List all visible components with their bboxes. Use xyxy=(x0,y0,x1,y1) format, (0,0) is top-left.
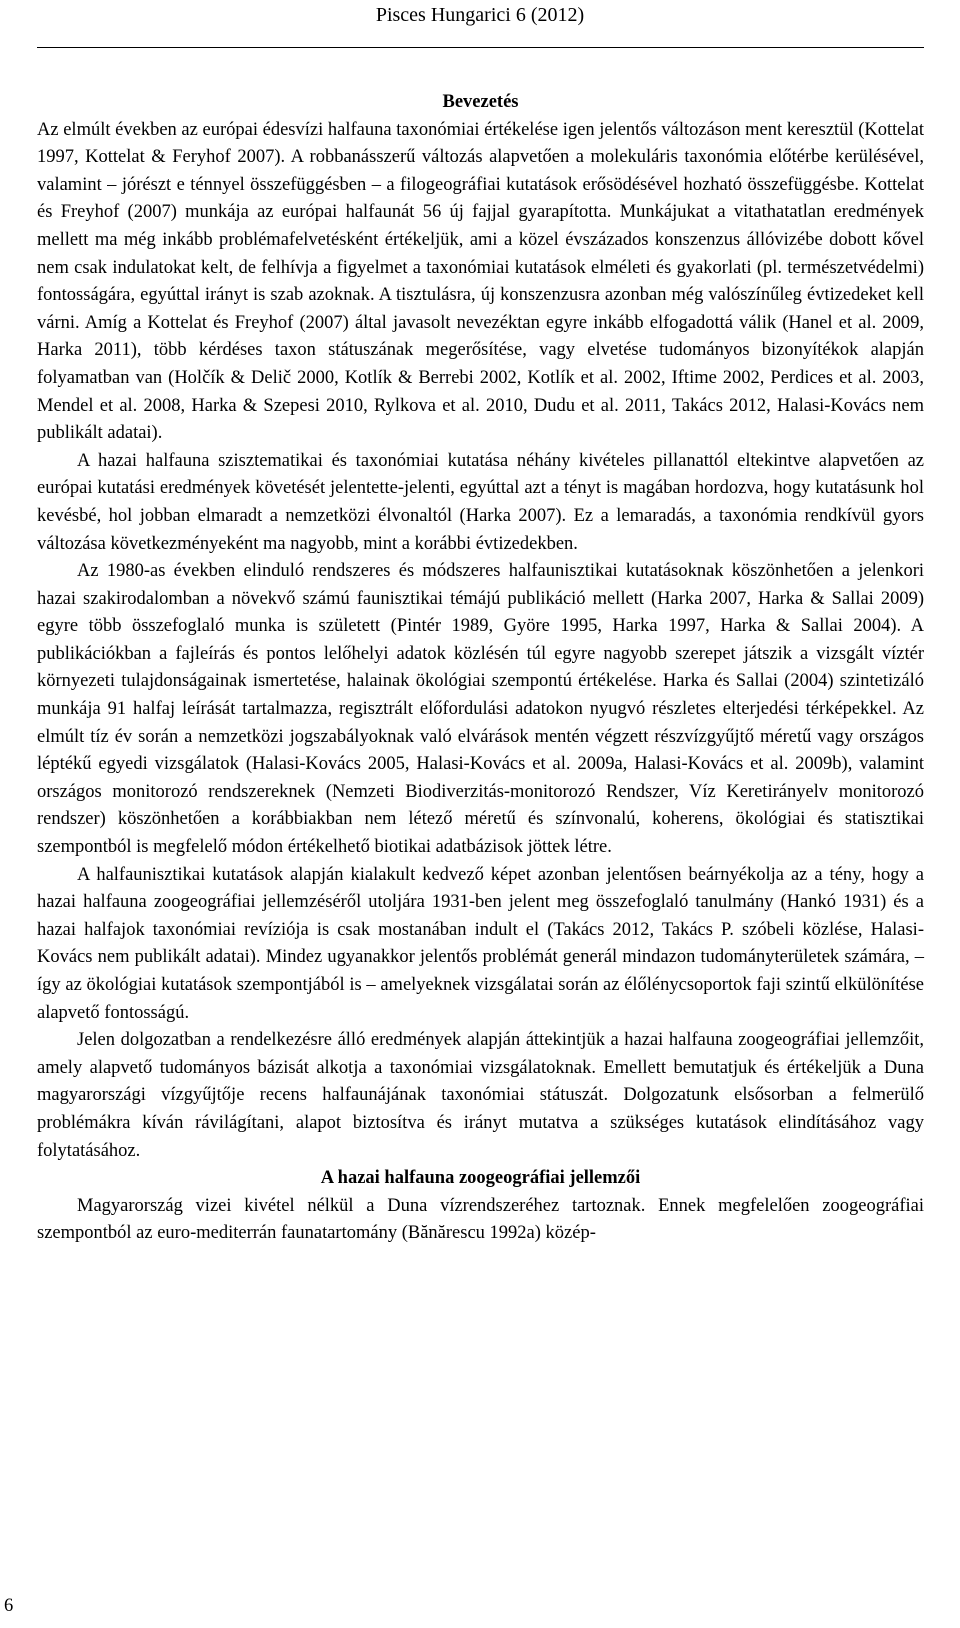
paragraph: Az 1980-as években elinduló rendszeres és módszeres halfaunisztikai kutatásoknak köszönhetően a jelenkori hazai szakirodalomban a növekvő számú faunisztikai témájú publikáció mellett (Harka 2007, Harka & Sallai 2009) egyre több összefoglaló munka is született (Pintér 1989, Györe 1995, Harka 1997, Harka & Sallai 2004). A publikációkban a fajleírás és pontos lelőhelyi adatok közlésén túl egyre nagyobb szerepet játszik a vizsgált víztér környezeti tulajdonságainak ismertetése, halainak ökológiai szempontú értékelése. Harka és Sallai (2004) szintetizáló munkája 91 halfaj leírását tartalmazza, regisztrált előfordulási adatokon nyugvó részletes elterjedési térképekkel. Az elmúlt tíz év során a nemzetközi jogszabályoknak való elvárások mentén végzett részvízgyűjtő méretű vagy országos léptékű egyedi vizsgálatok (Halasi-Kovács 2005, Halasi-Kovács et al. 2009a, Halasi-Kovács et al. 2009b), valamint országos monitorozó rendszereknek (Nemzeti Biodiverzitás-monitorozó Rendszer, Víz Keretirányelv monitorozó rendszer) köszönhetően a korábbiakban nem létező méretű és színvonalú, koherens, ökológiai és statisztikai szempontból is megfelelő módon értékelhető biotikai adatbázisok jöttek létre. xyxy=(37,561,924,858)
header-rule xyxy=(37,47,924,48)
section-heading-bevezetes: Bevezetés xyxy=(442,92,519,112)
paragraph: Magyarország vizei kivétel nélkül a Duna vízrendszeréhez tartoznak. Ennek megfelelően zoogeográfiai szempontból az euro-mediterrán faunatartomány (Bănărescu 1992a) közép- xyxy=(37,1195,924,1244)
running-head: Pisces Hungarici 6 (2012) xyxy=(375,4,585,26)
paragraph: Az elmúlt években az európai édesvízi halfauna taxonómiai értékelése igen jelentős változáson ment keresztül (Kottelat 1997, Kottelat & Feryhof 2007). A robbanásszerű változás alapvetően a molekuláris taxonómia előtérbe kerülésével, valamint – jórészt e ténnyel összefüggésben – a filogeográfiai kutatások erősödésével hozható összefüggésbe. Kottelat és Freyhof (2007) munkája az európai halfaunát 56 új fajjal gyarapította. Munkájukat a vitathatatlan eredmények mellett ma még inkább problémafelvetésként értékeljük, ami a közel évszázados konszenzus állóvizébe dobott kővel nem csak indulatokat kelt, de felhívja a figyelmet a taxonómiai kutatások elméleti és gyakorlati (pl. természetvédelmi) fontosságára, egyúttal irányt is szab azoknak. A tisztulásra, új konszenzusra azonban még valószínűleg évtizedeket kell várni. Amíg a Kottelat és Freyhof (2007) által javasolt nevezéktan egyre inkább elfogadottá válik (Hanel et al. 2009, Harka 2011), több kérdéses taxon státuszának megerősítése, vagy elvetése tudományos bizonyítékok alapján folyamatban van (Holčík & Delič 2000, Kotlík & Berrebi 2002, Kotlík et al. 2002, Iftime 2002, Perdices et al. 2003, Mendel et al. 2008, Harka & Szepesi 2010, Rylkova et al. 2010, Dudu et al. 2011, Takács 2012, Halasi-Kovács nem publikált adatai). xyxy=(37,119,924,444)
page-number: 6 xyxy=(4,1596,14,1616)
paragraph: Jelen dolgozatban a rendelkezésre álló eredmények alapján áttekintjük a hazai halfauna zoogeográfiai jellemzőit, amely alapvető tudományos bázisát alkotja a taxonómiai vizsgálatoknak. Emellett bemutatjuk és értékeljük a Duna magyarországi vízgyűjtője recens halfaunájának taxonómiai státuszát. Dolgozatunk elsősorban a felmerülő problémákra kíván rávilágítani, alapot biztosítva és irányt mutatva a szükséges kutatások elindításához vagy folytatásához. xyxy=(37,1030,924,1161)
section-heading-zoogeography: A hazai halfauna zoogeográfiai jellemzői xyxy=(320,1168,641,1189)
article-body xyxy=(37,89,924,1248)
paragraph: A halfaunisztikai kutatások alapján kialakult kedvező képet azonban jelentősen beárnyékolja az a tény, hogy a hazai halfauna zoogeográfiai jellemzéséről utoljára 1931-ben jelent meg összefoglaló tanulmány (Hankó 1931) és a hazai halfajok taxonómiai revíziója is csak mostanában indult el (Takács 2012, Takács P. szóbeli közlése, Halasi-Kovács nem publikált adatai). Mindez ugyanakkor jelentős problémát generál mindazon tudományterületek számára, – így az ökológiai kutatások szempontjából is – amelyeknek vizsgálatai során az élőlénycsoportok faji szintű elkülönítése alapvető fontosságú. xyxy=(37,864,924,1023)
paragraph: A hazai halfauna szisztematikai és taxonómiai kutatása néhány kivételes pillanattól eltekintve alapvetően az európai kutatási eredmények követését jelentette-jelenti, egyúttal azt a tényt is magában hordozva, hogy kutatásunk hol kevésbé, hol jobban elmaradt a nemzetközi élvonaltól (Harka 2007). Ez a lemaradás, a taxonómia rendkívül gyors változása következményeként ma nagyobb, mint a korábbi évtizedekben. xyxy=(37,450,924,554)
